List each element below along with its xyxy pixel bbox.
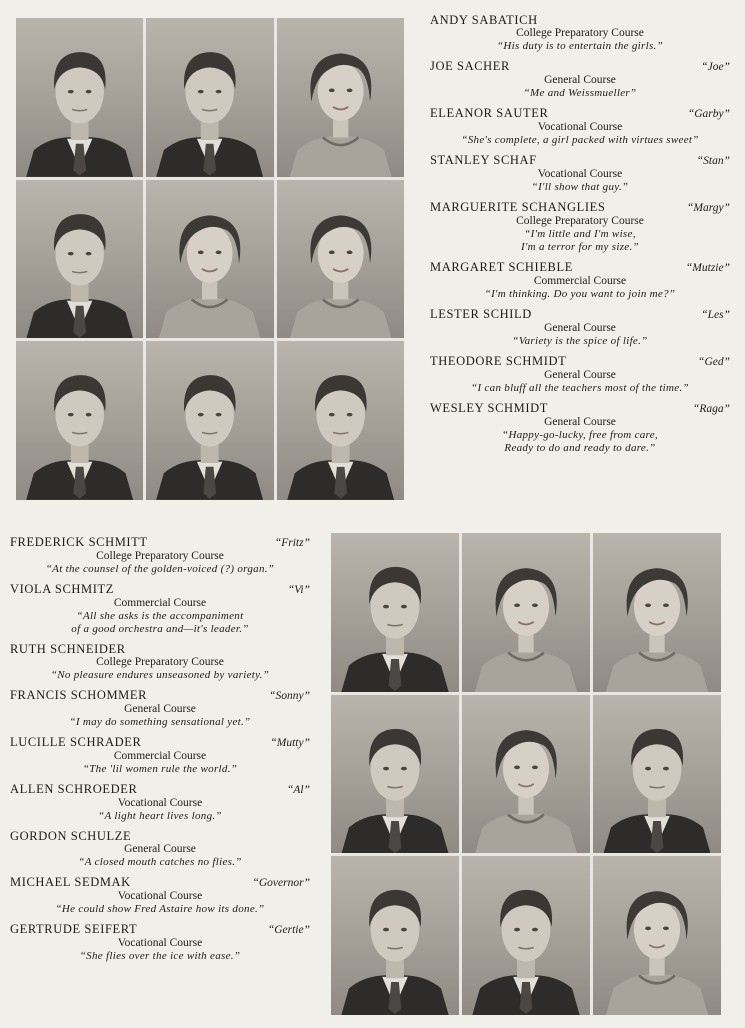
student-quote-line: “No pleasure endures unseasoned by variety.”: [50, 669, 270, 681]
student-quote-line: “I'll show that guy.”: [531, 181, 629, 193]
top-portrait-photo-3: [277, 18, 404, 177]
student-nickname: “Governor”: [252, 877, 310, 889]
student-name: ELEANOR SAUTER: [430, 106, 549, 120]
top-portrait-photo-2: [146, 18, 273, 177]
student-nickname: “Vi”: [287, 584, 310, 596]
student-entry: [10, 830, 310, 869]
student-course: College Preparatory Course: [96, 550, 224, 562]
student-name: VIOLA SCHMITZ: [10, 582, 114, 596]
student-name-row: [430, 14, 730, 27]
student-quote-line: “The 'lil women rule the world.”: [82, 763, 238, 775]
student-course: Commercial Course: [533, 275, 627, 287]
right-text-column: [430, 14, 730, 462]
student-course: General Course: [124, 703, 196, 715]
student-nickname: “Mutzie”: [685, 262, 730, 274]
student-name: ALLEN SCHROEDER: [10, 782, 138, 796]
student-name-row: [430, 402, 730, 416]
student-entry: [430, 60, 730, 100]
student-quote-line: “Happy-go-lucky, free from care,: [502, 429, 658, 441]
student-nickname: “Ged”: [698, 356, 730, 368]
student-name: STANLEY SCHAF: [430, 153, 537, 167]
student-name: THEODORE SCHMIDT: [430, 354, 567, 368]
bottom-portrait-photo-6: [593, 695, 721, 854]
bottom-photo-grid: [331, 533, 721, 1015]
student-name-row: [10, 689, 310, 703]
student-nickname: “Sonny”: [269, 690, 310, 702]
bottom-portrait-photo-5: [462, 695, 590, 854]
student-entry: [430, 154, 730, 194]
student-nickname: “Garby”: [687, 108, 730, 120]
student-name-row: [430, 355, 730, 369]
student-name: MICHAEL SEDMAK: [10, 875, 131, 889]
student-course: General Course: [544, 369, 616, 381]
bottom-portrait-photo-2: [462, 533, 590, 692]
top-portrait-photo-9: [277, 341, 404, 500]
student-name: FREDERICK SCHMITT: [10, 535, 148, 549]
student-entry: [10, 643, 310, 682]
student-name-row: [430, 308, 730, 322]
student-quote-line: “All she asks is the accompaniment: [76, 610, 244, 622]
student-course: College Preparatory Course: [516, 215, 644, 227]
student-name-row: [10, 830, 310, 843]
student-course: General Course: [544, 74, 616, 86]
student-name-row: [10, 923, 310, 937]
student-name: LUCILLE SCHRADER: [10, 735, 142, 749]
student-course: College Preparatory Course: [516, 27, 644, 39]
top-portrait-photo-7: [16, 341, 143, 500]
top-portrait-photo-5: [146, 180, 273, 339]
student-quote-line: “Me and Weissmueller”: [523, 87, 637, 99]
student-name: FRANCIS SCHOMMER: [10, 688, 148, 702]
bottom-portrait-photo-1: [331, 533, 459, 692]
student-entry: [430, 261, 730, 301]
student-entry: [10, 583, 310, 636]
student-course: College Preparatory Course: [96, 656, 224, 668]
student-entry: [430, 402, 730, 455]
student-name: RUTH SCHNEIDER: [10, 642, 126, 656]
student-quote-line: “At the counsel of the golden-voiced (?) organ.”: [45, 563, 275, 575]
bottom-portrait-photo-7: [331, 856, 459, 1015]
student-quote-line: “He could show Fred Astaire how its done.”: [55, 903, 265, 915]
student-entry: [10, 536, 310, 576]
student-name: JOE SACHER: [430, 59, 510, 73]
student-entry: [430, 14, 730, 53]
student-name: GERTRUDE SEIFERT: [10, 922, 138, 936]
student-nickname: “Margy”: [686, 202, 730, 214]
student-nickname: “Raga”: [692, 403, 730, 415]
student-nickname: “Les”: [701, 309, 730, 321]
student-quote-line: “I may do something sensational yet.”: [69, 716, 251, 728]
student-quote-line: “I can bluff all the teachers most of the time.”: [471, 382, 689, 394]
student-nickname: “Gertie”: [267, 924, 310, 936]
student-name-row: [430, 107, 730, 121]
student-quote-line: “His duty is to entertain the girls.”: [496, 40, 664, 52]
left-text-column: [10, 536, 310, 970]
student-quote-line: “I'm thinking. Do you want to join me?”: [484, 288, 676, 300]
student-quote-line: “A closed mouth catches no flies.”: [78, 856, 242, 868]
student-name-row: [430, 201, 730, 215]
student-quote-line: “A light heart lives long.”: [98, 810, 222, 822]
student-name-row: [430, 261, 730, 275]
student-course: General Course: [124, 843, 196, 855]
student-entry: [10, 689, 310, 729]
student-name-row: [10, 536, 310, 550]
student-entry: [430, 308, 730, 348]
student-name: WESLEY SCHMIDT: [430, 401, 549, 415]
student-entry: [430, 355, 730, 395]
top-photo-grid: [16, 18, 404, 500]
student-course: Commercial Course: [113, 750, 207, 762]
student-quote-line: I'm a terror for my size.”: [521, 241, 639, 253]
bottom-portrait-photo-4: [331, 695, 459, 854]
bottom-portrait-photo-9: [593, 856, 721, 1015]
student-entry: [10, 736, 310, 776]
top-portrait-photo-1: [16, 18, 143, 177]
student-course: Vocational Course: [117, 890, 203, 902]
student-quote-line: “Variety is the spice of life.”: [512, 335, 648, 347]
student-nickname: “Joe”: [701, 61, 730, 73]
student-name: ANDY SABATICH: [430, 13, 538, 27]
bottom-portrait-photo-8: [462, 856, 590, 1015]
top-portrait-photo-6: [277, 180, 404, 339]
student-name: MARGUERITE SCHANGLIES: [430, 200, 606, 214]
student-entry: [430, 107, 730, 147]
student-entry: [10, 923, 310, 963]
student-entry: [10, 876, 310, 916]
student-course: Vocational Course: [537, 168, 623, 180]
student-course: Commercial Course: [113, 597, 207, 609]
student-course: Vocational Course: [117, 937, 203, 949]
student-quote-line: “She flies over the ice with ease.”: [79, 950, 241, 962]
student-name-row: [430, 60, 730, 74]
student-name: MARGARET SCHIEBLE: [430, 260, 573, 274]
student-nickname: “Al”: [286, 784, 310, 796]
student-name-row: [10, 783, 310, 797]
student-quote-line: of a good orchestra and—it's leader.”: [71, 623, 249, 635]
student-quote-line: “She's complete, a girl packed with virtues sweet”: [461, 134, 699, 146]
student-name-row: [10, 736, 310, 750]
student-course: General Course: [544, 322, 616, 334]
student-name-row: [430, 154, 730, 168]
student-course: Vocational Course: [537, 121, 623, 133]
student-course: General Course: [544, 416, 616, 428]
student-entry: [430, 201, 730, 254]
student-course: Vocational Course: [117, 797, 203, 809]
student-name-row: [10, 583, 310, 597]
bottom-portrait-photo-3: [593, 533, 721, 692]
top-portrait-photo-8: [146, 341, 273, 500]
student-nickname: “Stan”: [696, 155, 730, 167]
student-nickname: “Fritz”: [274, 537, 310, 549]
student-quote-line: Ready to do and ready to dare.”: [504, 442, 656, 454]
student-name-row: [10, 643, 310, 656]
student-entry: [10, 783, 310, 823]
student-nickname: “Mutty”: [270, 737, 310, 749]
student-quote-line: “I'm little and I'm wise,: [524, 228, 636, 240]
top-portrait-photo-4: [16, 180, 143, 339]
student-name: LESTER SCHILD: [430, 307, 532, 321]
student-name: GORDON SCHULZE: [10, 829, 132, 843]
student-name-row: [10, 876, 310, 890]
